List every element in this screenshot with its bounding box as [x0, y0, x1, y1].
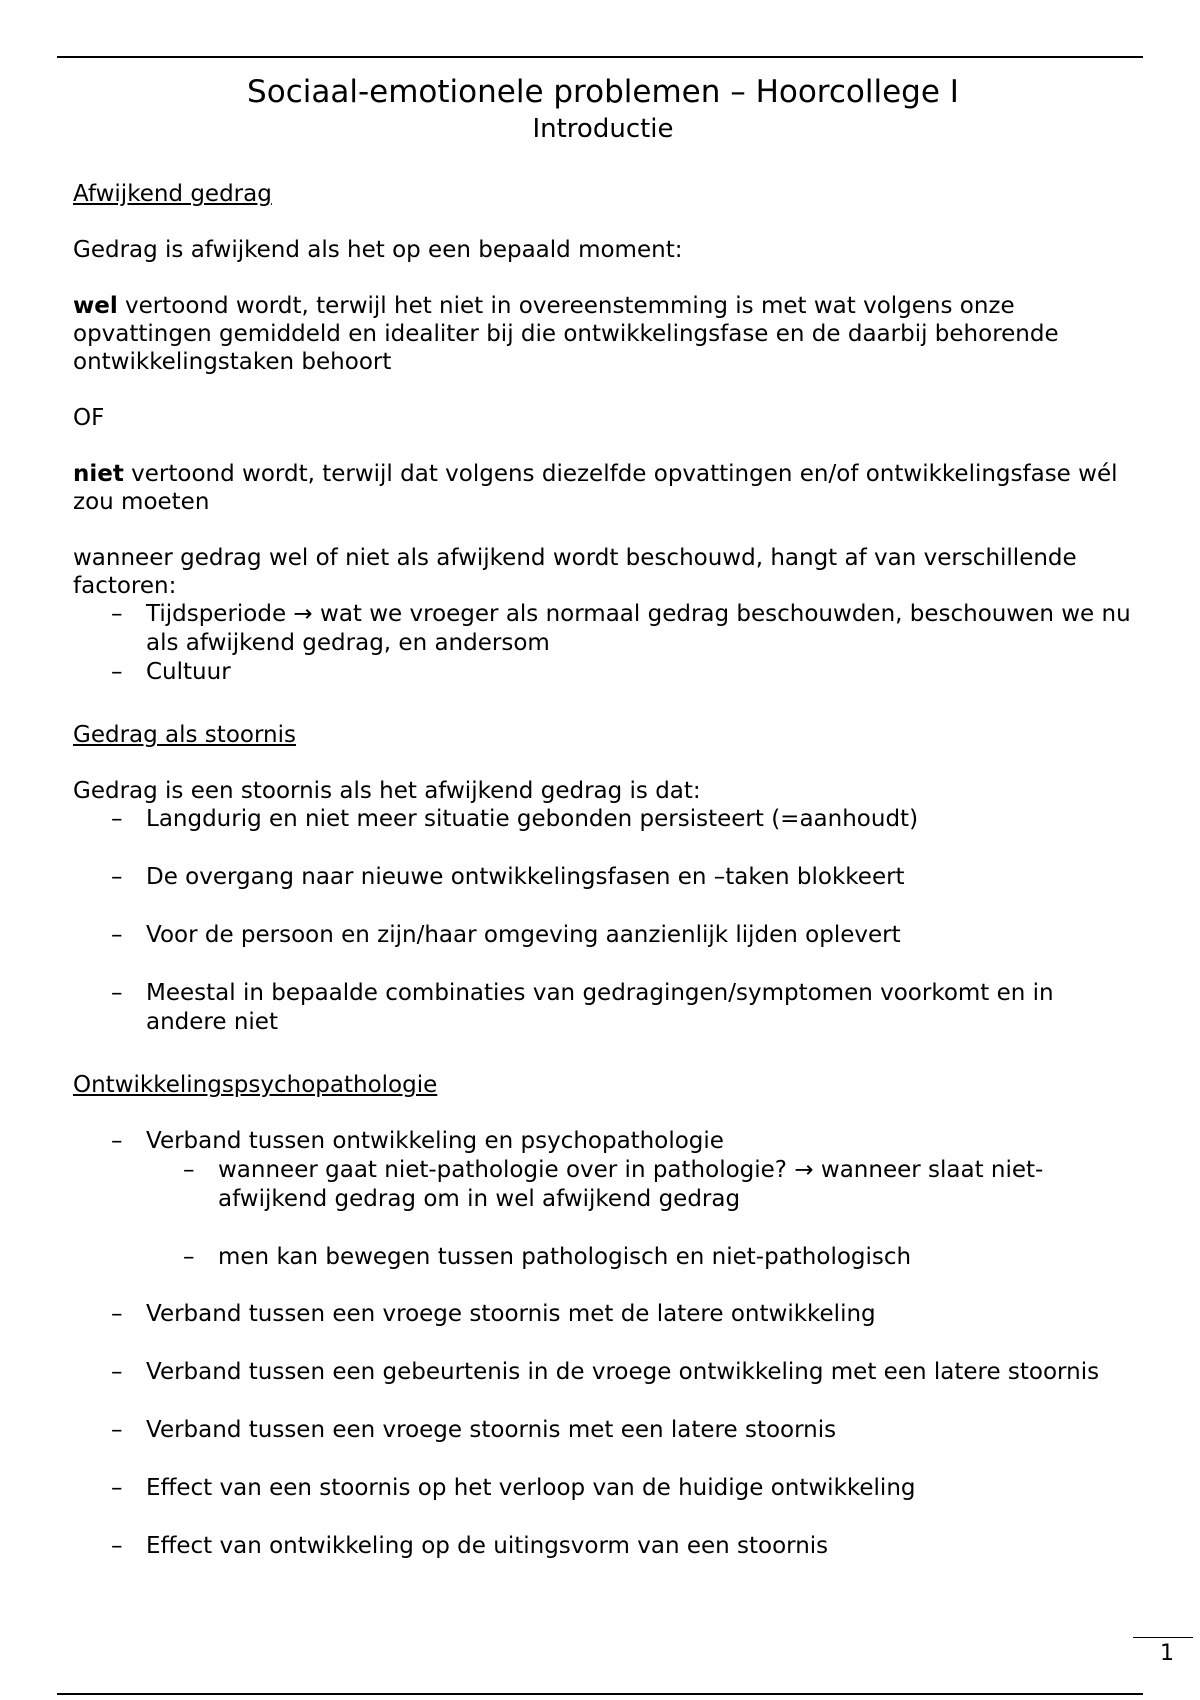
list-item: – De overgang naar nieuwe ontwikkelingsfasen en –taken blokkeert: [73, 863, 1133, 892]
paragraph: OF: [73, 405, 105, 431]
paragraph: [73, 292, 1133, 376]
footer-rule: [57, 1693, 1143, 1695]
list-item: – Tijdsperiode → wat we vroeger als normaal gedrag beschouwden, beschouwen we nu als afwijkend gedrag, en andersom: [73, 600, 1133, 658]
list-item: – Voor de persoon en zijn/haar omgeving aanzienlijk lijden oplevert: [73, 921, 1133, 950]
paragraph-text: vertoond wordt, terwijl dat volgens diezelfde opvattingen en/of ontwikkelingsfase wél zou moeten: [73, 461, 1118, 515]
topic-list: [73, 1300, 1133, 1561]
bold-term: wel: [73, 293, 118, 319]
list-item: – Effect van ontwikkeling op de uitingsvorm van een stoornis: [73, 1532, 1133, 1561]
list-item: – Verband tussen een gebeurtenis in de vroege ontwikkeling met een latere stoornis: [73, 1358, 1133, 1387]
section-ontwikkelingspsychopathologie: [73, 1071, 1133, 1561]
list-item: – Langdurig en niet meer situatie gebonden persisteert (=aanhoudt): [73, 805, 1133, 834]
list-item: – Meestal in bepaalde combinaties van gedragingen/symptomen voorkomt en in andere niet: [73, 979, 1133, 1037]
document-subtitle: Introductie: [532, 114, 674, 144]
page-number-rule: [1133, 1637, 1193, 1638]
factor-list: [73, 600, 1133, 687]
list-item: – Cultuur: [73, 658, 1133, 687]
section-afwijkend-gedrag: [73, 180, 1133, 687]
document-page: [73, 72, 1133, 1561]
sub-list-item: – men kan bewegen tussen pathologisch en niet-pathologisch: [73, 1243, 1133, 1272]
list-item: – Verband tussen een vroege stoornis met een latere stoornis: [73, 1416, 1133, 1445]
document-title: Sociaal-emotionele problemen – Hoorcollege I: [247, 74, 959, 110]
section-heading: Gedrag als stoornis: [73, 722, 296, 748]
section-heading: Ontwikkelingspsychopathologie: [73, 1072, 438, 1098]
paragraph: [73, 460, 1133, 516]
paragraph: Gedrag is afwijkend als het op een bepaald moment:: [73, 237, 683, 263]
sub-list: [73, 1156, 1133, 1272]
page-number: 1: [1160, 1641, 1174, 1666]
paragraph: Gedrag is een stoornis als het afwijkend gedrag is dat:: [73, 778, 701, 804]
list-item: – Verband tussen een vroege stoornis met de latere ontwikkeling: [73, 1300, 1133, 1329]
paragraph: wanneer gedrag wel of niet als afwijkend wordt beschouwd, hangt af van verschillende factoren:: [73, 545, 1077, 599]
sub-list-item: – wanneer gaat niet-pathologie over in pathologie? → wanneer slaat niet-afwijkend gedrag om in wel afwijkend gedrag: [73, 1156, 1133, 1214]
header-rule: [57, 56, 1143, 58]
section-gedrag-als-stoornis: [73, 721, 1133, 1037]
section-heading: Afwijkend gedrag: [73, 181, 272, 207]
bold-term: niet: [73, 461, 124, 487]
criteria-list: [73, 805, 1133, 1037]
paragraph-text: vertoond wordt, terwijl het niet in overeenstemming is met wat volgens onze opvattingen gemiddeld en idealiter bij die ontwikkelingsfase en de daarbij behorende ontwikkelingstaken behoort: [73, 293, 1059, 375]
topic-list: [73, 1127, 1133, 1156]
list-item: – Verband tussen ontwikkeling en psychopathologie: [73, 1127, 1133, 1156]
list-item: – Effect van een stoornis op het verloop van de huidige ontwikkeling: [73, 1474, 1133, 1503]
